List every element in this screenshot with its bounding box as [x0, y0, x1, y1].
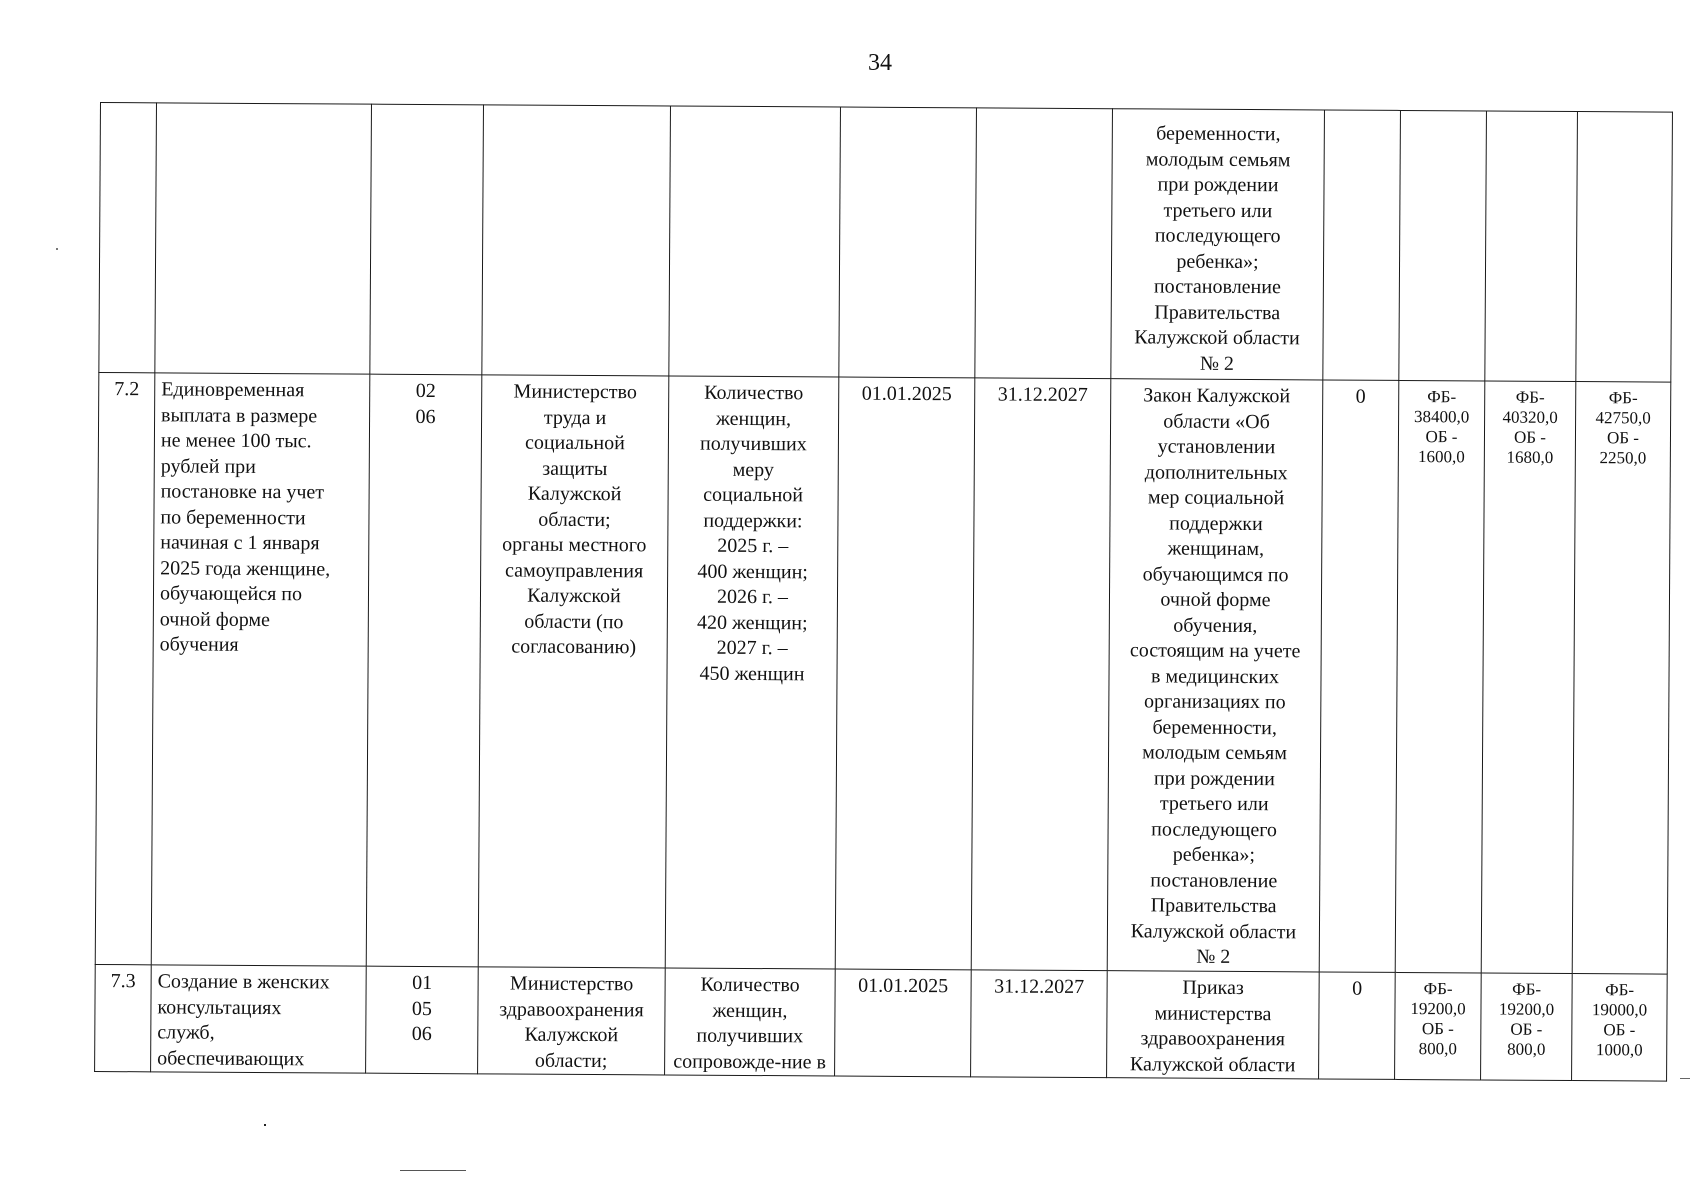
- cell-empty: [1323, 110, 1401, 380]
- cell-zero-value: 0: [1319, 380, 1399, 972]
- cell-funding-2025: ФБ- 38400,0 ОБ - 1600,0: [1395, 380, 1485, 973]
- cell-start-date: 01.01.2025: [835, 969, 972, 1077]
- cell-zero-value: 0: [1319, 972, 1396, 1079]
- cell-empty: [839, 107, 977, 378]
- cell-item-number: 7.3: [95, 964, 152, 1071]
- cell-empty: [99, 103, 157, 373]
- cell-end-date: 31.12.2027: [971, 970, 1108, 1078]
- table-row: [95, 964, 1668, 1081]
- cell-measure-name: Создание в женских консультациях служб, обеспечивающих: [151, 965, 367, 1073]
- cell-empty: [975, 108, 1113, 379]
- program-table: [94, 102, 1673, 1082]
- cell-measure-name: Единовременная выплата в размере не менее 100 тыс. рублей при постановке на учет по беременности начиная с 1 января 2025 года женщине, обучающейся по очной форме обучения: [151, 373, 370, 966]
- cell-indicator: Количество женщин, получивших меру социальной поддержки: 2025 г. – 400 женщин; 2026 г. – 420 женщин; 2027 г. – 450 женщин: [665, 376, 839, 969]
- scan-mark: [56, 248, 58, 250]
- cell-funding-2026: ФБ- 19200,0 ОБ - 800,0: [1481, 973, 1573, 1081]
- cell-codes: 02 06: [366, 374, 482, 967]
- cell-executor: Министерство здравоохранения Калужской области;: [478, 967, 666, 1075]
- cell-funding-2027: ФБ- 19000,0 ОБ - 1000,0: [1572, 974, 1668, 1082]
- cell-empty: [482, 105, 671, 376]
- page-number: 34: [868, 50, 892, 76]
- cell-end-date: 31.12.2027: [971, 378, 1111, 971]
- cell-funding-2027: ФБ- 42750,0 ОБ - 2250,0: [1572, 382, 1671, 975]
- cell-empty: [1576, 112, 1673, 383]
- cell-empty: [370, 104, 484, 375]
- scan-mark: [1680, 1078, 1690, 1079]
- cell-indicator: Количество женщин, получивших сопровожде-ние в: [665, 968, 836, 1076]
- cell-empty: [669, 106, 841, 377]
- cell-funding-2026: ФБ- 40320,0 ОБ - 1680,0: [1481, 381, 1576, 974]
- cell-empty: [1399, 110, 1487, 381]
- table-row: [95, 372, 1671, 974]
- cell-start-date: 01.01.2025: [835, 377, 975, 970]
- cell-empty: [1485, 111, 1578, 382]
- cell-codes: 01 05 06: [366, 966, 479, 1074]
- cell-executor: Министерство труда и социальной защиты Калужской области; органы местного самоуправления Калужской области (по согласованию): [478, 375, 669, 968]
- cell-empty: [155, 103, 372, 374]
- scan-mark: [264, 1124, 266, 1126]
- cell-funding-2025: ФБ- 19200,0 ОБ - 800,0: [1395, 972, 1482, 1080]
- cell-legal-basis: Приказ министерства здравоохранения Калужской области: [1107, 971, 1320, 1079]
- scan-mark: [400, 1170, 466, 1171]
- cell-item-number: 7.2: [95, 372, 155, 964]
- table-row-continuation: [99, 103, 1673, 383]
- cell-legal-basis: Закон Калужской области «Об установлении дополнительных мер социальной поддержки женщинам, обучающимся по очной форме обучения, состоящим на учете в медицинских организациях по беременности, молодым семьям при рождении третьего или последующего ребенка»; постановление Правительства Калужской области № 2: [1107, 379, 1323, 972]
- cell-legal-basis-continued: беременности, молодым семьям при рождении третьего или последующего ребенка»; постановление Правительства Калужской области № 2: [1111, 109, 1325, 380]
